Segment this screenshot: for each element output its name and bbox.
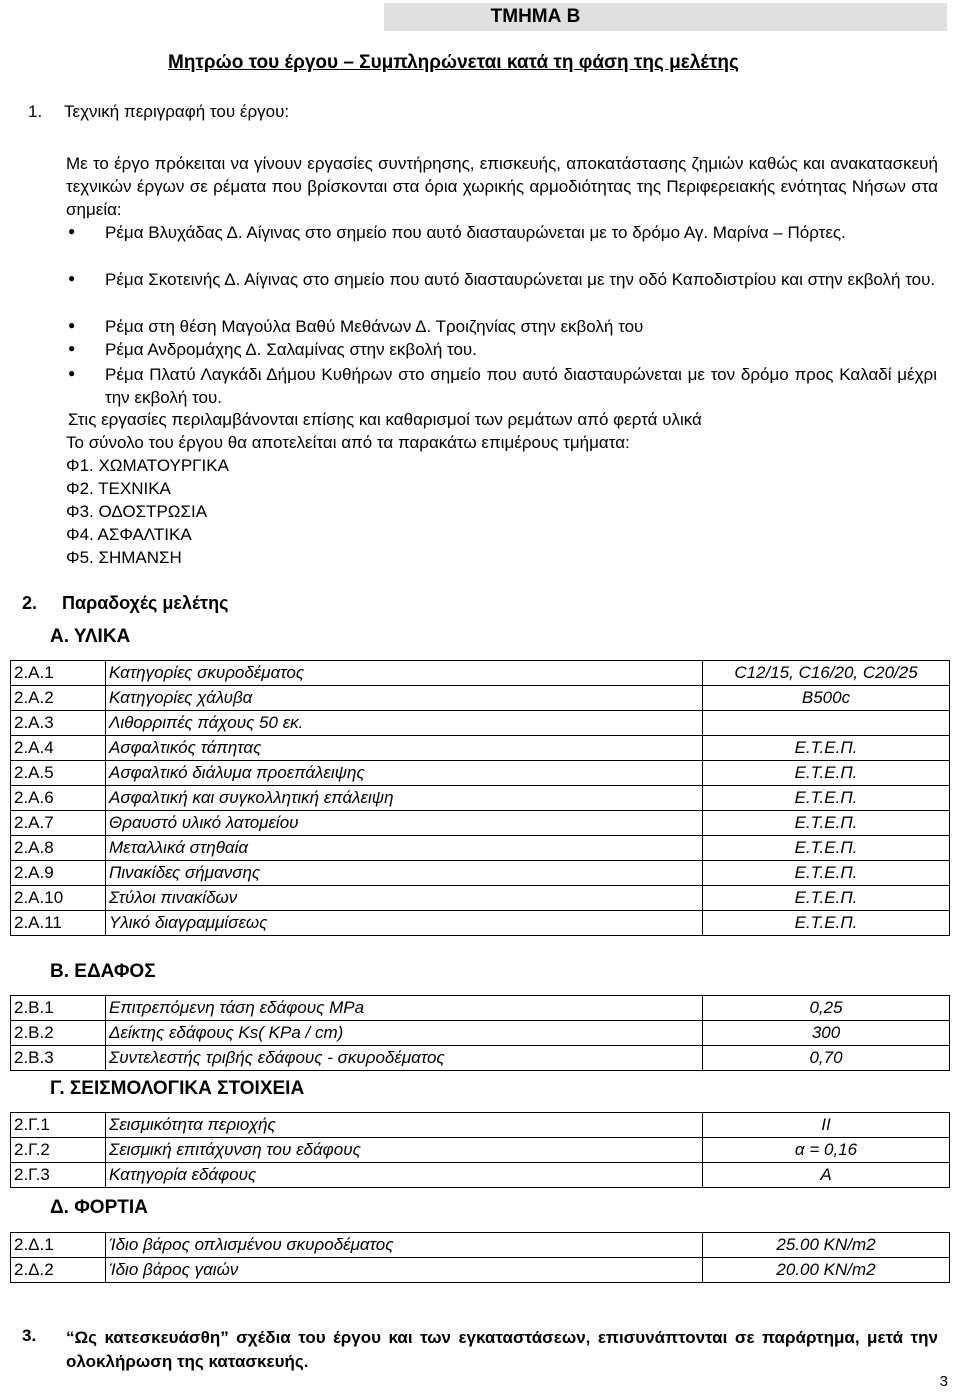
phase-item: Φ3. ΟΔΟΣΤΡΩΣΙΑ	[66, 502, 208, 521]
seismic-heading: Γ. ΣΕΙΣΜΟΛΟΓΙΚΑ ΣΤΟΙΧΕΙΑ	[50, 1078, 305, 1099]
table-row: 2.Β.3 Συντελεστής τριβής εδάφους - σκυροδέματος 0,70	[11, 1046, 950, 1071]
loads-table	[10, 1232, 950, 1283]
parts-intro-line: Το σύνολο του έργου θα αποτελείται από τα παρακάτω επιμέρους τμήματα:	[66, 433, 630, 452]
cleaning-line: Στις εργασίες περιλαμβάνονται επίσης και καθαρισμοί των ρεμάτων από φερτά υλικά	[68, 410, 702, 429]
table-row: 2.Β.2 Δείκτης εδάφους Ks( KPa / cm) 300	[11, 1021, 950, 1046]
section1-number: 1.	[28, 102, 43, 121]
bullet-icon: ●	[68, 271, 76, 285]
table-row: 2.Α.3 Λιθορριπές πάχους 50 εκ.	[11, 711, 950, 736]
table-row: 2.Β.1 Επιτρεπόμενη τάση εδάφους MPa 0,25	[11, 996, 950, 1021]
table-row: 2.Α.6 Ασφαλτική και συγκολλητική επάλειψη Ε.Τ.Ε.Π.	[11, 786, 950, 811]
page-number: 3	[939, 1373, 948, 1390]
soil-heading: Β. ΕΔΑΦΟΣ	[50, 961, 156, 982]
materials-heading: Α. ΥΛΙΚΑ	[50, 626, 131, 647]
bullet-icon: ●	[68, 366, 76, 380]
table-row: 2.Α.4 Ασφαλτικός τάπητας Ε.Τ.Ε.Π.	[11, 736, 950, 761]
loads-heading: Δ. ΦΟΡΤΙΑ	[50, 1197, 148, 1218]
table-row: 2.Γ.1 Σεισμικότητα περιοχής II	[11, 1113, 950, 1138]
table-row: 2.Α.1 Κατηγορίες σκυροδέματος C12/15, C16/20, C20/25	[11, 661, 950, 686]
table-row: 2.Δ.2 Ίδιο βάρος γαιών 20.00 KN/m2	[11, 1258, 950, 1283]
section2-title: Παραδοχές μελέτης	[62, 593, 229, 613]
bullet-item: Ρέμα Βλυχάδας Δ. Αίγινας στο σημείο που αυτό διασταυρώνεται με το δρόμο Αγ. Μαρίνα – Πόρτες.	[105, 223, 846, 242]
table-row: 2.Γ.3 Κατηγορία εδάφους Α	[11, 1163, 950, 1188]
table-row: 2.Α.5 Ασφαλτικό διάλυμα προεπάλειψης Ε.Τ.Ε.Π.	[11, 761, 950, 786]
section-title: ΤΜΗΜΑ Β	[490, 6, 581, 27]
table-row: 2.Α.7 Θραυστό υλικό λατομείου Ε.Τ.Ε.Π.	[11, 811, 950, 836]
bullet-icon: ●	[68, 224, 76, 238]
intro-paragraph: Με το έργο πρόκειται να γίνουν εργασίες συντήρησης, επισκευής, αποκατάστασης ζημιών καθώς και ανακατασκευή τεχνικών έργων σε ρέματα που βρίσκονται στα όρια χωρικής αρμοδιότητας της Περιφερειακής ενότητας Νήσων στα σημεία:	[66, 154, 938, 219]
bullet-item: Ρέμα στη θέση Μαγούλα Βαθύ Μεθάνων Δ. Τροιζηνίας στην εκβολή του	[105, 317, 644, 336]
table-row: 2.Α.2 Κατηγορίες χάλυβα B500c	[11, 686, 950, 711]
table-row: 2.Α.9 Πινακίδες σήμανσης Ε.Τ.Ε.Π.	[11, 861, 950, 886]
table-row: 2.Α.11 Υλικό διαγραμμίσεως Ε.Τ.Ε.Π.	[11, 911, 950, 936]
table-row: 2.Γ.2 Σεισμική επιτάχυνση του εδάφους α = 0,16	[11, 1138, 950, 1163]
phase-item: Φ5. ΣΗΜΑΝΣΗ	[66, 548, 182, 567]
section1-title: Τεχνική περιγραφή του έργου:	[64, 102, 290, 121]
table-row: 2.Α.8 Μεταλλικά στηθαία Ε.Τ.Ε.Π.	[11, 836, 950, 861]
phase-item: Φ2. ΤΕΧΝΙΚΑ	[66, 479, 171, 498]
phase-item: Φ1. ΧΩΜΑΤΟΥΡΓΙΚΑ	[66, 456, 229, 475]
bullet-item: Ρέμα Σκοτεινής Δ. Αίγινας στο σημείο που αυτό διασταυρώνεται με την οδό Καποδιστρίου και στην εκβολή του.	[105, 270, 936, 289]
section3-text: “Ως κατεσκευάσθη” σχέδια του έργου και των εγκαταστάσεων, επισυνάπτονται σε παράρτημα, μετά την ολοκλήρωση της κατασκευής.	[66, 1328, 938, 1371]
table-row: 2.Δ.1 Ίδιο βάρος οπλισμένου σκυροδέματος 25.00 KN/m2	[11, 1233, 950, 1258]
bullet-icon: ●	[68, 341, 76, 355]
bullet-icon: ●	[68, 318, 76, 332]
bullet-item: Ρέμα Πλατύ Λαγκάδι Δήμου Κυθήρων στο σημείο που αυτό διασταυρώνεται με τον δρόμο προς Καλαδί μέχρι την εκβολή του.	[105, 365, 937, 407]
seismic-table	[10, 1112, 950, 1188]
bullet-item: Ρέμα Ανδρομάχης Δ. Σαλαμίνας στην εκβολή του.	[105, 340, 477, 359]
table-row: 2.Α.10 Στύλοι πινακίδων Ε.Τ.Ε.Π.	[11, 886, 950, 911]
soil-table	[10, 995, 950, 1071]
phase-item: Φ4. ΑΣΦΑΛΤΙΚΑ	[66, 525, 192, 544]
section-subtitle: Μητρώο του έργου – Συμπληρώνεται κατά τη φάση της μελέτης	[168, 52, 739, 73]
materials-table	[10, 660, 950, 936]
section3-number: 3.	[22, 1326, 37, 1345]
section2-number: 2.	[22, 593, 38, 613]
